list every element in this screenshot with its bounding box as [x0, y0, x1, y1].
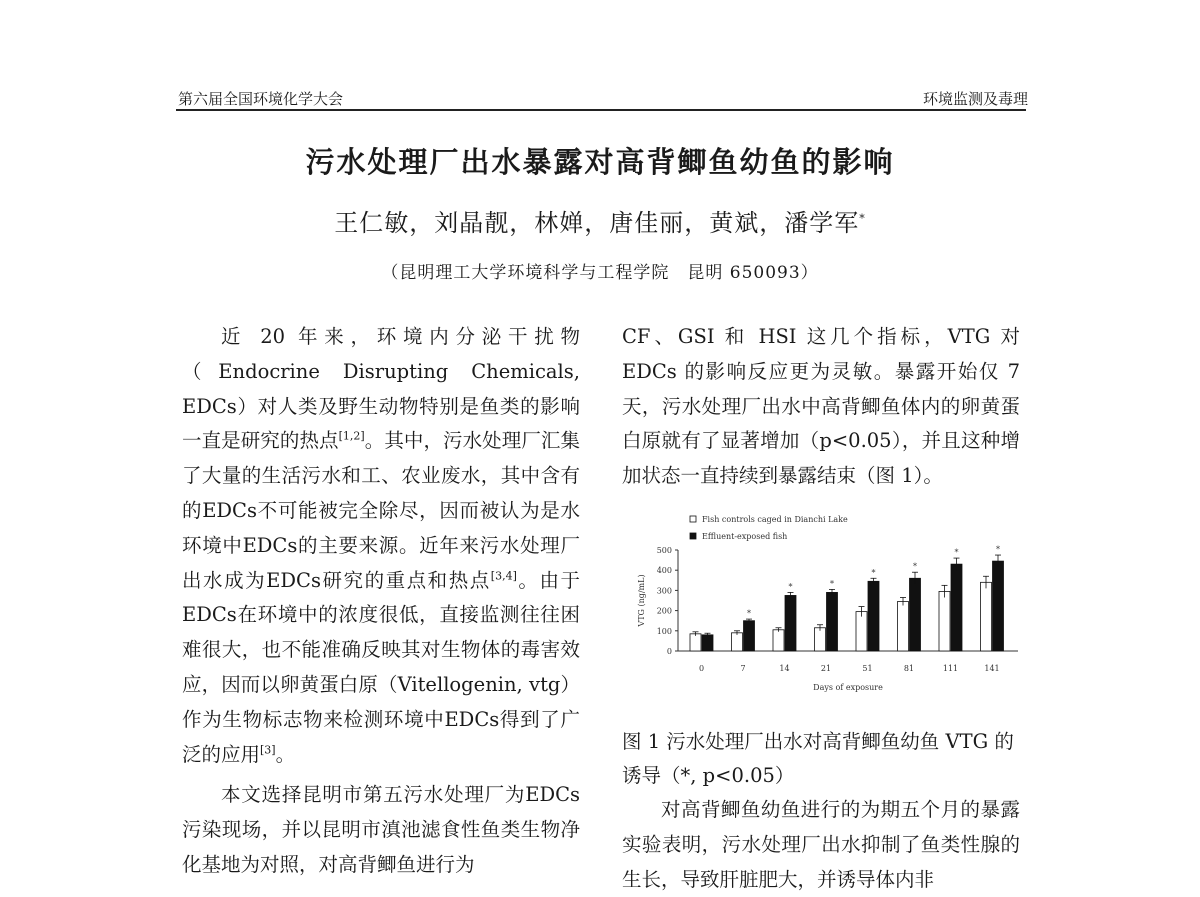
- bar-effluent-day-7: [744, 621, 755, 651]
- bar-effluent-day-14: [785, 595, 796, 651]
- bar-effluent-day-141: [993, 561, 1004, 651]
- bar-control-day-141: [981, 582, 992, 651]
- bar-control-day-81: [898, 602, 909, 651]
- x-tick-label: 7: [740, 664, 746, 673]
- citation-1[interactable]: [1,2]: [338, 429, 365, 443]
- bar-control-day-14: [773, 630, 784, 651]
- intro-text-4: 。: [275, 742, 296, 766]
- bar-effluent-day-0: [702, 635, 713, 651]
- x-axis-label: Days of exposure: [813, 683, 883, 692]
- author-line: [0, 203, 1200, 238]
- intro-text-1: 近 20 年来，环境内分泌干扰物（Endocrine Disrupting Chemicals, EDCs）对人类及野生动物特别是鱼类的影响一直是研究的热点: [182, 325, 580, 453]
- y-axis-label: VTG (ng/mL): [637, 574, 646, 627]
- x-tick-label: 81: [903, 664, 915, 673]
- conclusion-paragraph: 对高背鲫鱼幼鱼进行的为期五个月的暴露实验表明，污水处理厂出水抑制了鱼类性腺的生长，导致肝脏肥大，并诱导体内非: [622, 798, 1020, 891]
- bar-effluent-day-111: [951, 564, 962, 651]
- citation-2[interactable]: [3,4]: [490, 569, 517, 583]
- legend-label: Effluent-exposed fish: [702, 532, 788, 541]
- bar-control-day-0: [690, 634, 701, 651]
- paper-title: 污水处理厂出水暴露对高背鲫鱼幼鱼的影响: [305, 145, 895, 179]
- bar-effluent-day-81: [910, 578, 921, 651]
- significance-mark: *: [747, 609, 751, 619]
- corresponding-author-mark: *: [859, 212, 866, 225]
- x-tick-label: 21: [820, 664, 832, 673]
- right-column: [622, 320, 1020, 494]
- vtg-bar-chart: [620, 508, 1020, 698]
- results-paragraph: CF、GSI 和 HSI 这几个指标，VTG 对 EDCs 的影响反应更为灵敏。暴露开始仅 7 天，污水处理厂出水中高背鲫鱼体内的卵黄蛋白原就有了显著增加（p<0.05），并且这种增加状态一直持续到暴露结束（图 1）。: [622, 325, 1020, 488]
- y-tick-label: 0: [666, 647, 672, 656]
- intro-text-3: 。由于EDCs在环境中的浓度很低，直接监测往往困难很大，也不能准确反映其对生物体的毒害效应，因而以卵黄蛋白原（Vitellogenin, vtg）作为生物标志物来检测环境中EDCs得到了广泛的应用: [182, 568, 580, 766]
- bar-control-day-51: [856, 612, 867, 651]
- intro-text-2: 。其中，污水处理厂汇集了大量的生活污水和工、农业废水，其中含有的EDCs不可能被完全除尽，因而被认为是水环境中EDCs的主要来源。近年来污水处理厂出水成为EDCs研究的重点和热点: [182, 429, 580, 592]
- y-tick-label: 300: [656, 586, 672, 596]
- legend-label: Fish controls caged in Dianchi Lake: [702, 515, 848, 524]
- figure-caption: 图 1 污水处理厂出水对高背鲫鱼幼鱼 VTG 的诱导（*, p<0.05）: [622, 730, 1014, 787]
- author-names: 王仁敏，刘晶靓，林婵，唐佳丽，黄斌，潘学军: [334, 209, 860, 237]
- running-header-right: 环境监测及毒理: [922, 90, 1028, 108]
- y-tick-label: 200: [656, 606, 672, 616]
- bar-control-day-21: [815, 628, 826, 651]
- y-tick-label: 400: [656, 566, 672, 576]
- significance-mark: *: [954, 548, 959, 558]
- x-tick-label: 0: [698, 664, 705, 673]
- bar-effluent-day-21: [827, 592, 838, 651]
- bar-control-day-111: [939, 591, 950, 651]
- y-tick-label: 500: [656, 546, 672, 555]
- significance-mark: *: [788, 582, 793, 592]
- significance-mark: *: [871, 568, 876, 578]
- bar-control-day-7: [732, 633, 743, 651]
- affiliation: （昆明理工大学环境科学与工程学院 昆明 650093）: [381, 263, 819, 283]
- header-rule: [176, 109, 1026, 111]
- legend-swatch: [690, 516, 696, 522]
- x-tick-label: 141: [984, 664, 1000, 673]
- significance-mark: *: [996, 545, 1000, 555]
- bar-effluent-day-51: [868, 581, 879, 651]
- intro-paragraph: [182, 320, 580, 772]
- y-tick-label: 100: [656, 626, 672, 636]
- x-tick-label: 51: [862, 664, 873, 673]
- x-tick-label: 14: [779, 664, 790, 673]
- legend-swatch: [690, 533, 696, 539]
- significance-mark: *: [913, 562, 917, 572]
- significance-mark: *: [830, 579, 834, 589]
- citation-3[interactable]: [3]: [260, 743, 276, 757]
- method-paragraph: 本文选择昆明市第五污水处理厂为EDCs 污染现场，并以昆明市滇池滤食性鱼类生物净化基地为对照，对高背鲫鱼进行为: [182, 783, 580, 876]
- running-header-left: 第六届全国环境化学大会: [178, 90, 344, 108]
- x-tick-label: 111: [942, 664, 959, 673]
- left-column: [182, 320, 580, 883]
